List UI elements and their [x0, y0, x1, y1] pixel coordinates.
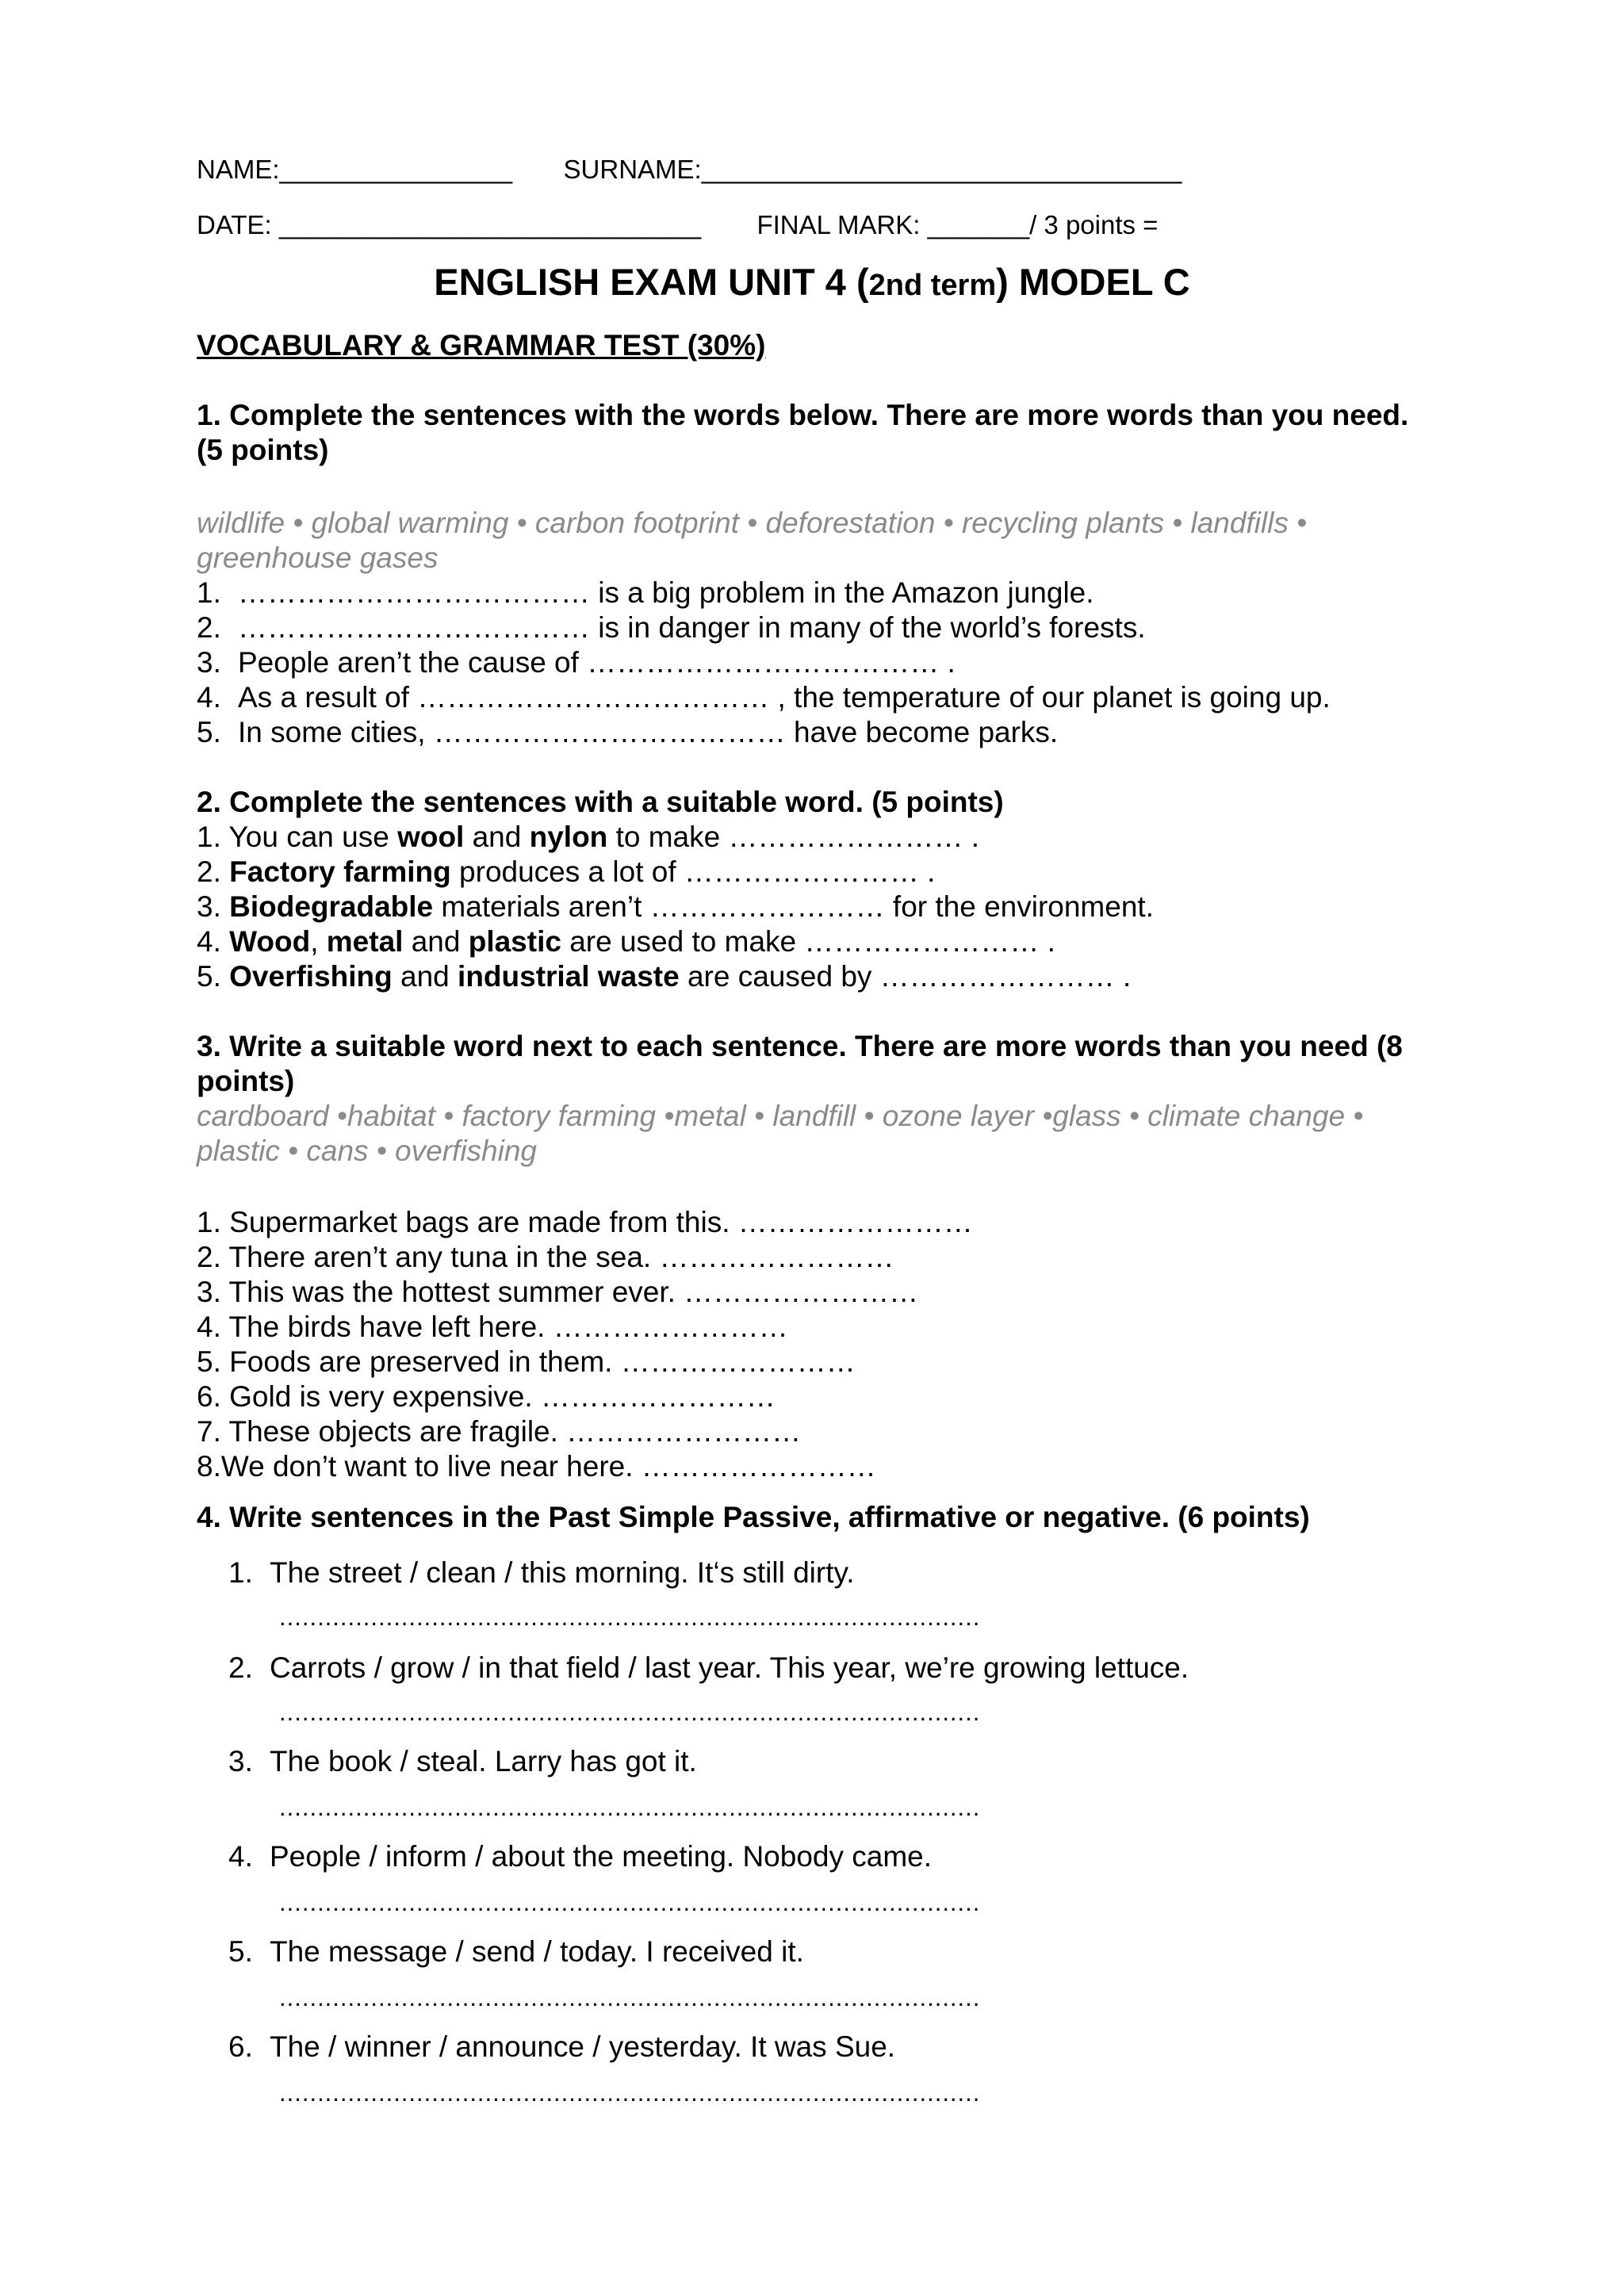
ex4-item: 2. Carrots / grow / in that field / last year. This year, we’re growing lettuce. [228, 1651, 1189, 1684]
ex3-item: 5. Foods are preserved in them. …………………… [197, 1345, 856, 1378]
ex3-word-bank-1: cardboard •habitat • factory farming •metal • landfill • ozone layer •glass • climate change • [197, 1100, 1364, 1132]
ex1-word-bank-1: wildlife • global warming • carbon footprint • deforestation • recycling plants • landfills • [197, 507, 1308, 539]
ex2-item: 4. Wood, metal and plastic are used to make …………………… . [197, 925, 1055, 958]
ex1-item: 2. ……………………………… is in danger in many of the world’s forests. [197, 611, 1146, 644]
ex4-item: 1. The street / clean / this morning. It‘s still dirty. [228, 1556, 855, 1589]
ex4-answer-line[interactable]: ............................................................................................ [279, 1603, 981, 1631]
ex1-instruction-1: 1. Complete the sentences with the words below. There are more words than you need. [197, 399, 1409, 431]
ex3-item: 6. Gold is very expensive. …………………… [197, 1380, 776, 1413]
final-mark-field: FINAL MARK: _______/ 3 points = [756, 210, 1159, 239]
ex4-item: 4. People / inform / about the meeting. Nobody came. [228, 1840, 933, 1873]
ex4-answer-line[interactable]: ............................................................................................ [279, 1698, 981, 1726]
ex4-answer-line[interactable]: ............................................................................................ [279, 1888, 981, 1916]
ex4-answer-line[interactable]: ............................................................................................ [279, 2079, 981, 2107]
ex4-item: 3. The book / steal. Larry has got it. [228, 1745, 697, 1777]
ex1-item: 3. People aren’t the cause of ……………………………… . [197, 646, 956, 679]
ex2-item: 2. Factory farming produces a lot of …………………… . [197, 855, 936, 888]
ex1-item: 1. ……………………………… is a big problem in the Amazon jungle. [197, 576, 1094, 609]
ex4-item: 6. The / winner / announce / yesterday. It was Sue. [228, 2030, 896, 2063]
name-field: NAME:________________ [197, 155, 513, 184]
ex3-item: 2. There aren’t any tuna in the sea. …………………… [197, 1241, 894, 1273]
ex3-item: 3. This was the hottest summer ever. …………………… [197, 1276, 919, 1308]
ex1-word-bank-2: greenhouse gases [197, 541, 439, 574]
ex3-item: 1. Supermarket bags are made from this. …………………… [197, 1206, 973, 1238]
page-title: ENGLISH EXAM UNIT 4 (2nd term) MODEL C [434, 261, 1190, 303]
name-surname-line [197, 152, 1442, 187]
ex3-instruction-2: points) [197, 1065, 295, 1097]
section-title: VOCABULARY & GRAMMAR TEST (30%) [197, 329, 766, 362]
ex1-instruction-2: (5 points) [197, 434, 329, 466]
ex4-item: 5. The message / send / today. I received it. [228, 1935, 804, 1968]
date-field: DATE: _____________________________ [197, 210, 702, 239]
ex2-item: 1. You can use wool and nylon to make …………………… . [197, 821, 980, 853]
ex2-item: 5. Overfishing and industrial waste are caused by …………………… . [197, 960, 1132, 993]
ex4-instruction: 4. Write sentences in the Past Simple Passive, affirmative or negative. (6 points) [197, 1501, 1310, 1533]
ex2-instruction: 2. Complete the sentences with a suitable word. (5 points) [197, 786, 1004, 818]
ex3-item: 8.We don’t want to live near here. …………………… [197, 1450, 876, 1483]
ex1-item: 4. As a result of ……………………………… , the temperature of our planet is going up. [197, 681, 1331, 714]
ex3-item: 7. These objects are fragile. …………………… [197, 1415, 802, 1448]
ex4-answer-line[interactable]: ............................................................................................ [279, 1984, 981, 2011]
ex3-word-bank-2: plastic • cans • overfishing [197, 1135, 537, 1167]
ex3-instruction-1: 3. Write a suitable word next to each sentence. There are more words than you need (8 [197, 1030, 1403, 1062]
ex2-item: 3. Biodegradable materials aren’t …………………… for the environment. [197, 890, 1154, 923]
ex1-item: 5. In some cities, ……………………………… have become parks. [197, 716, 1059, 748]
date-mark-line [197, 208, 1442, 243]
ex4-answer-line[interactable]: ............................................................................................ [279, 1793, 981, 1821]
surname-field: SURNAME:_________________________________ [563, 155, 1182, 184]
ex3-item: 4. The birds have left here. …………………… [197, 1311, 788, 1343]
